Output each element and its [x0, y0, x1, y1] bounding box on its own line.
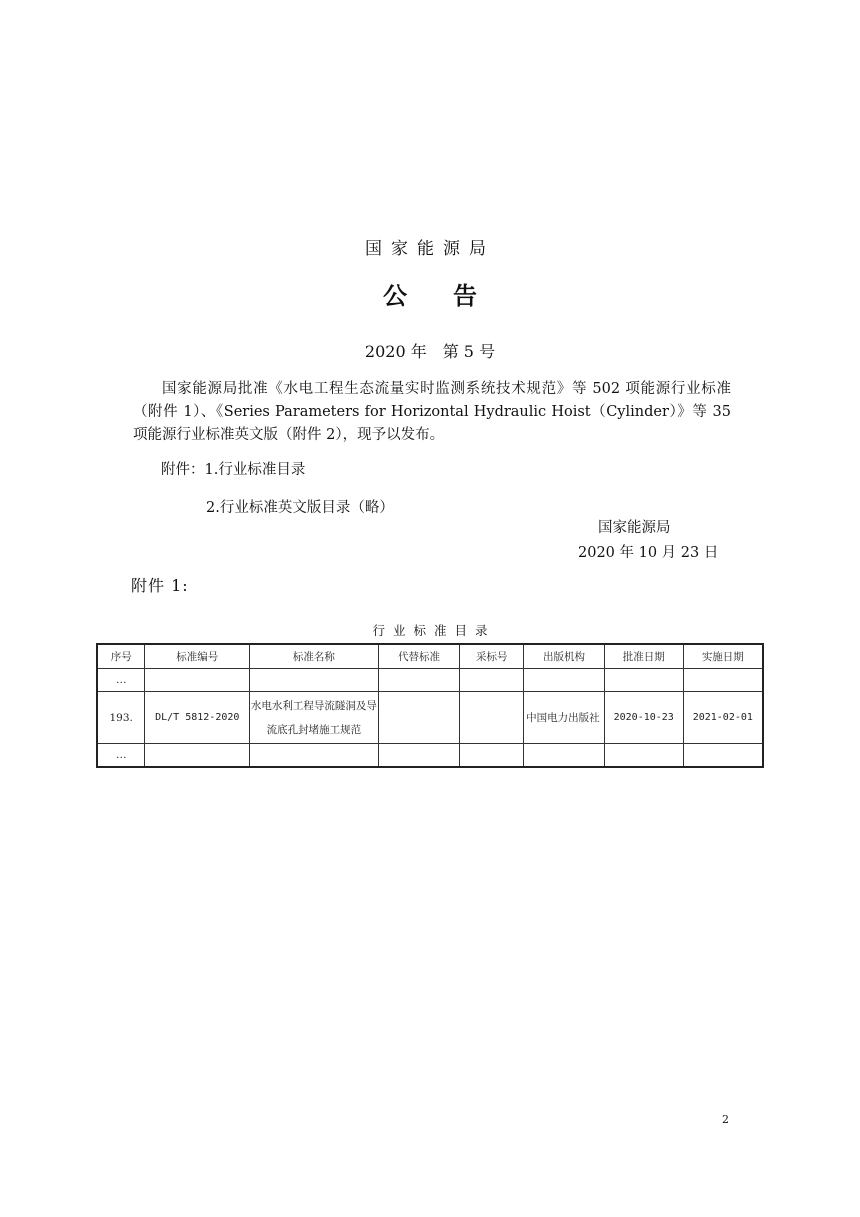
column-header: 采标号: [460, 644, 524, 669]
announcement-paragraph: 国家能源局批准《水电工程生态流量实时监测系统技术规范》等 502 项能源行业标准（附件 1）、《Series Parameters for Horizontal Hydraulic Hoist（Cylinder）》等 35 项能源行业标准英文版（附件 2），现予以发布。: [133, 381, 731, 443]
cell-approval-date: 2020-10-23: [604, 692, 683, 744]
cell-seq: 193.: [97, 692, 145, 744]
table-header-row: [97, 644, 763, 669]
notice-title: 公告: [383, 282, 523, 310]
column-header: 代替标准: [378, 644, 460, 669]
column-header: 出版机构: [524, 644, 605, 669]
page-number: 2: [722, 1113, 729, 1126]
cell-effective-date: 2021-02-01: [683, 692, 763, 744]
cell-code: DL/T 5812-2020: [145, 692, 250, 744]
column-header: 标准编号: [145, 644, 250, 669]
ellipsis-cell: …: [97, 669, 145, 692]
column-header: 序号: [97, 644, 145, 669]
cell-publisher: 中国电力出版社: [524, 692, 605, 744]
column-header: 标准名称: [250, 644, 379, 669]
annex-label: 附件 1:: [131, 576, 189, 595]
cell-name: 水电水利工程导流隧洞及导流底孔封堵施工规范: [250, 692, 379, 744]
signature-date: 2020 年 10 月 23 日: [578, 545, 719, 561]
table-row-ellipsis: [97, 744, 763, 768]
table-row: [97, 692, 763, 744]
attachment-list-first: 附件：1.行业标准目录: [161, 462, 306, 478]
signature-organization: 国家能源局: [598, 520, 671, 536]
cell-replaces: [378, 692, 460, 744]
standards-table: [96, 643, 764, 768]
column-header: 批准日期: [604, 644, 683, 669]
table-row-ellipsis: [97, 669, 763, 692]
table-title: 行业标准目录: [372, 623, 496, 638]
document-number: 2020 年 第 5 号: [364, 342, 496, 361]
attachment-list-second: 2.行业标准英文版目录（略）: [206, 500, 394, 516]
cell-adopted: [460, 692, 524, 744]
ellipsis-cell: …: [97, 744, 145, 768]
agency-heading: 国家能源局: [365, 239, 495, 259]
column-header: 实施日期: [683, 644, 763, 669]
